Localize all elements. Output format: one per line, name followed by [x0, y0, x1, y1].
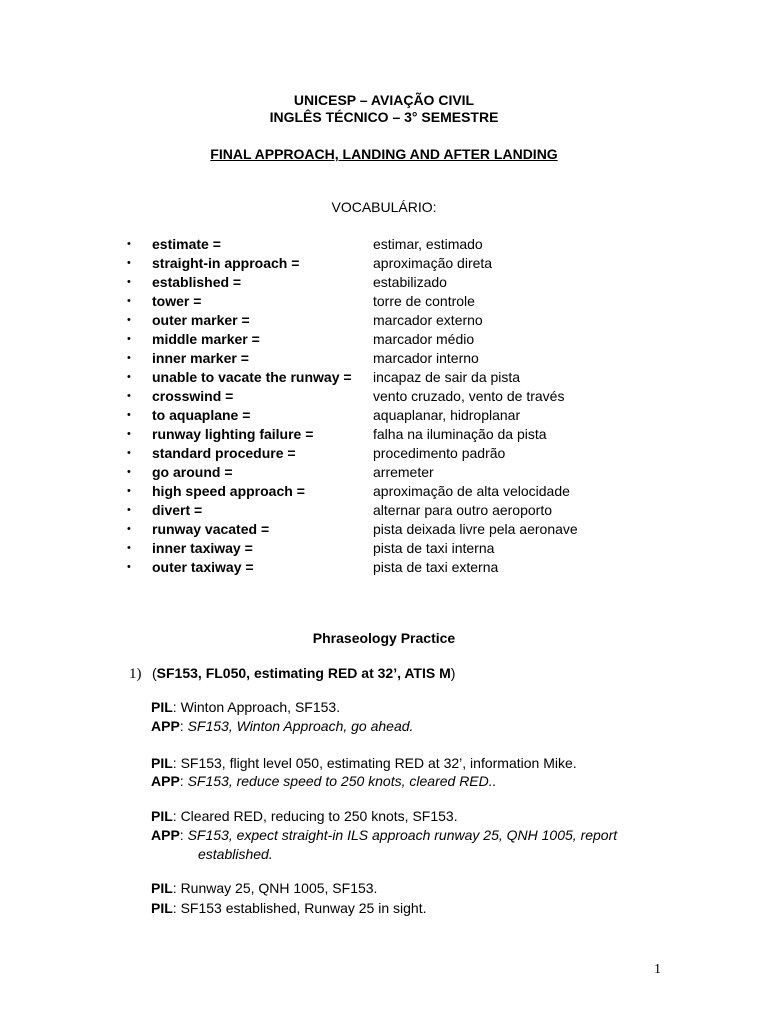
bullet-icon: • — [127, 314, 131, 326]
vocabulary-term: established = — [152, 274, 242, 290]
speaker-label: PIL — [151, 699, 173, 715]
exercise-item-1 — [129, 665, 455, 683]
dialog-text: SF153, Winton Approach, go ahead. — [187, 718, 414, 734]
speaker-separator: : — [172, 880, 181, 896]
vocabulary-translation: marcador externo — [373, 312, 483, 328]
bullet-icon: • — [127, 371, 131, 383]
vocabulary-translation: estabilizado — [373, 274, 447, 290]
bullet-icon: • — [127, 447, 131, 459]
page-number: 1 — [654, 962, 661, 977]
speaker-separator: : — [179, 718, 188, 734]
vocabulary-item — [0, 254, 768, 273]
vocabulary-item — [0, 387, 768, 406]
dialog-line — [151, 773, 497, 790]
vocabulary-item — [0, 444, 768, 463]
bullet-icon: • — [127, 523, 131, 535]
speaker-label: APP — [151, 773, 180, 789]
bullet-icon: • — [127, 504, 131, 516]
vocabulary-translation: estimar, estimado — [373, 236, 483, 252]
speaker-label: APP — [151, 827, 180, 843]
vocabulary-translation: falha na iluminação da pista — [373, 426, 547, 442]
speaker-label: PIL — [151, 900, 173, 916]
vocabulary-translation: pista de taxi interna — [373, 540, 495, 556]
bullet-icon: • — [127, 428, 131, 440]
vocabulary-term: to aquaplane = — [152, 407, 251, 423]
vocabulary-item — [0, 539, 768, 558]
vocabulary-translation: aproximação direta — [373, 255, 493, 271]
institution-title: UNICESP – AVIAÇÃO CIVIL — [293, 92, 475, 108]
vocabulary-translation: pista de taxi externa — [373, 559, 499, 575]
dialog-line — [151, 718, 413, 735]
vocabulary-translation: aquaplanar, hidroplanar — [373, 407, 521, 423]
dialog-line — [151, 699, 340, 716]
vocabulary-term: go around = — [152, 464, 233, 480]
bullet-icon: • — [127, 352, 131, 364]
speaker-label: PIL — [151, 755, 173, 771]
dialog-line — [151, 808, 458, 825]
vocabulary-item — [0, 406, 768, 425]
speaker-label: PIL — [151, 808, 173, 824]
vocabulary-translation: incapaz de sair da pista — [373, 369, 521, 385]
vocabulary-item — [0, 463, 768, 482]
bullet-icon: • — [127, 295, 131, 307]
dialog-text: SF153, expect straight-in ILS approach runway 25, QNH 1005, report — [187, 827, 618, 843]
speaker-label: APP — [151, 718, 180, 734]
vocabulary-term: runway vacated = — [152, 521, 270, 537]
bullet-icon: • — [127, 276, 131, 288]
vocabulary-translation: procedimento padrão — [373, 445, 506, 461]
exercise-number: 1) — [129, 666, 142, 682]
vocabulary-heading: VOCABULÁRIO: — [331, 199, 437, 215]
vocabulary-item — [0, 482, 768, 501]
bullet-icon: • — [127, 390, 131, 402]
vocabulary-item — [0, 558, 768, 577]
vocabulary-term: outer taxiway = — [152, 559, 254, 575]
vocabulary-item — [0, 501, 768, 520]
speaker-label: PIL — [151, 880, 173, 896]
lesson-title: FINAL APPROACH, LANDING AND AFTER LANDING — [210, 146, 558, 162]
dialog-line — [151, 880, 377, 897]
vocabulary-term: high speed approach = — [152, 483, 305, 499]
course-title: INGLÊS TÉCNICO – 3° SEMESTRE — [269, 109, 499, 125]
vocabulary-translation: marcador médio — [373, 331, 475, 347]
bullet-icon: • — [127, 466, 131, 478]
dialog-text: Winton Approach, SF153. — [180, 699, 341, 715]
vocabulary-item — [0, 520, 768, 539]
vocabulary-term: outer marker = — [152, 312, 250, 328]
speaker-separator: : — [179, 773, 188, 789]
bullet-icon: • — [127, 561, 131, 573]
vocabulary-term: crosswind = — [152, 388, 234, 404]
vocabulary-term: middle marker = — [152, 331, 260, 347]
vocabulary-term: inner marker = — [152, 350, 249, 366]
bullet-icon: • — [127, 238, 131, 250]
close-paren: ) — [450, 665, 456, 681]
vocabulary-term: inner taxiway = — [152, 540, 253, 556]
dialog-text: Cleared RED, reducing to 250 knots, SF153. — [180, 808, 458, 824]
practice-title: Phraseology Practice — [312, 630, 456, 646]
vocabulary-item — [0, 330, 768, 349]
vocabulary-item — [0, 311, 768, 330]
vocabulary-list — [0, 235, 768, 577]
vocabulary-item — [0, 235, 768, 254]
dialog-text: Runway 25, QNH 1005, SF153. — [180, 880, 378, 896]
vocabulary-item — [0, 425, 768, 444]
speaker-separator: : — [179, 827, 188, 843]
open-paren: ( — [152, 665, 157, 681]
bullet-icon: • — [127, 542, 131, 554]
vocabulary-translation: aproximação de alta velocidade — [373, 483, 570, 499]
speaker-separator: : — [172, 699, 181, 715]
bullet-icon: • — [127, 485, 131, 497]
vocabulary-item — [0, 349, 768, 368]
vocabulary-translation: pista deixada livre pela aeronave — [373, 521, 578, 537]
vocabulary-translation: alternar para outro aeroporto — [373, 502, 552, 518]
vocabulary-item — [0, 368, 768, 387]
vocabulary-item — [0, 292, 768, 311]
dialog-line — [151, 827, 617, 844]
dialog-line — [151, 755, 577, 772]
dialog-line — [151, 900, 427, 917]
vocabulary-term: unable to vacate the runway = — [152, 369, 352, 385]
vocabulary-term: straight-in approach = — [152, 255, 300, 271]
vocabulary-item — [0, 273, 768, 292]
bullet-icon: • — [127, 257, 131, 269]
speaker-separator: : — [172, 808, 181, 824]
vocabulary-term: estimate = — [152, 236, 221, 252]
dialog-text: SF153, flight level 050, estimating RED at 32’, information Mike. — [180, 755, 577, 771]
vocabulary-translation: marcador interno — [373, 350, 479, 366]
bullet-icon: • — [127, 333, 131, 345]
vocabulary-translation: torre de controle — [373, 293, 475, 309]
vocabulary-translation: vento cruzado, vento de través — [373, 388, 565, 404]
vocabulary-term: standard procedure = — [152, 445, 296, 461]
dialog-text: SF153 established, Runway 25 in sight. — [180, 900, 427, 916]
vocabulary-term: runway lighting failure = — [152, 426, 314, 442]
bullet-icon: • — [127, 409, 131, 421]
vocabulary-term: tower = — [152, 293, 202, 309]
dialog-continuation: established. — [198, 846, 273, 862]
vocabulary-term: divert = — [152, 502, 203, 518]
speaker-separator: : — [172, 755, 181, 771]
dialog-text: SF153, reduce speed to 250 knots, cleared RED.. — [187, 773, 497, 789]
exercise-info: SF153, FL050, estimating RED at 32’, ATIS M — [156, 665, 451, 681]
vocabulary-translation: arremeter — [373, 464, 434, 480]
speaker-separator: : — [172, 900, 181, 916]
